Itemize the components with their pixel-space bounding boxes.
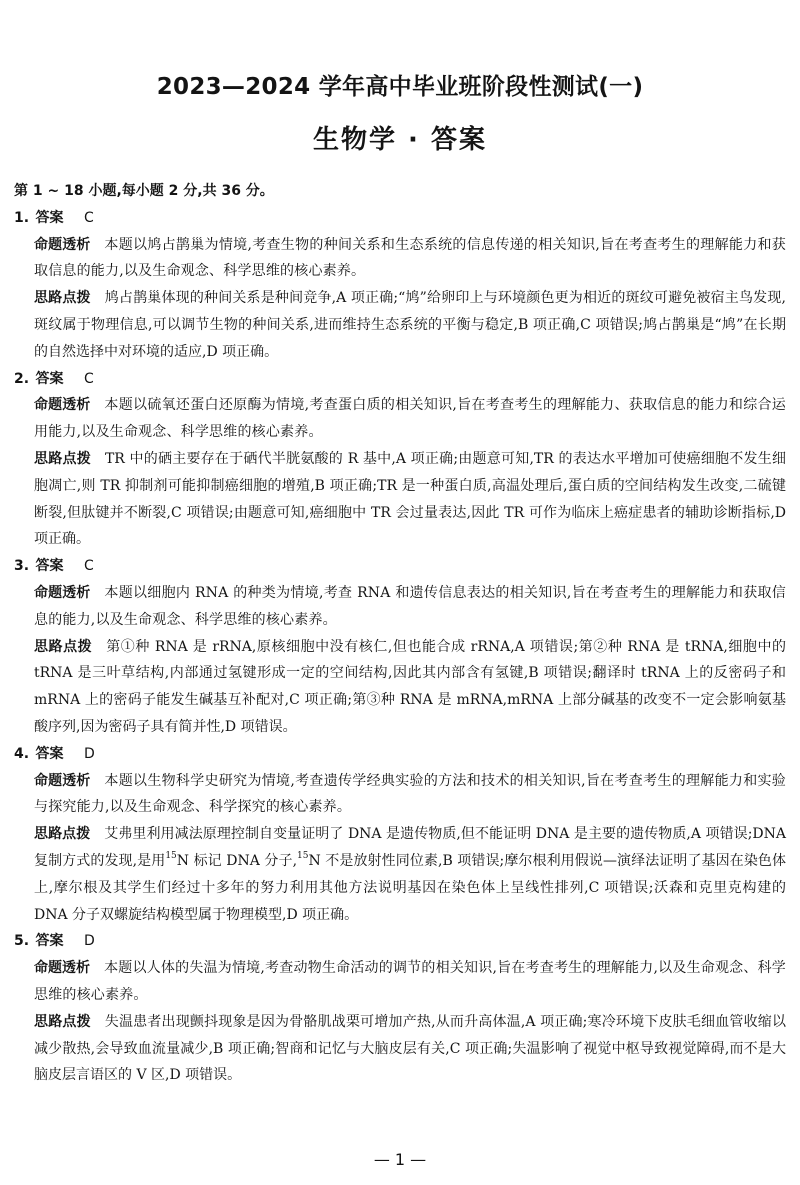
page-number: — 1 — [373,1150,427,1169]
hint-label: 思路点拨 [34,290,91,307]
question-5 [14,928,786,1089]
hint-text-part-1: 艾弗里利用减法原理控制自变量证明了 DNA 是遗传物质,但不能证明 DNA 是主要的遗传物质,A 项错误;DNA 复制方式的发现,是用 [34,826,787,869]
isotope-superscript: 15 [165,851,177,862]
hint-label: 思路点拨 [34,638,93,655]
question-1 [14,205,786,366]
hint-text: TR 中的硒主要存在于硒代半胱氨酸的 R 基中,A 项正确;由题意可知,TR 的表达水平增加可使癌细胞不发生细胞凋亡,则 TR 抑制剂可能抑制癌细胞的增殖,B 项正确;TR 是一种蛋白质,高温处理后,蛋白质的空间结构发生改变,二硫键断裂,但肽键并不断裂,C 项错误;由题意可知,癌细胞中 TR 会过量表达,因此 TR 可作为临床上癌症患者的辅助诊断指标,D 项正确。 [34,450,786,548]
analysis-text: 本题以生物科学史研究为情境,考查遗传学经典实验的方法和技术的相关知识,旨在考查考生的理解能力和实验与探究能力,以及生命观念、科学探究的核心素养。 [34,772,787,816]
analysis-text: 本题以鸠占鹊巢为情境,考查生物的种间关系和生态系统的信息传递的相关知识,旨在考查考生的理解能力和获取信息的能力,以及生命观念、科学思维的核心素养。 [34,236,787,280]
analysis-label: 命题透析 [34,236,91,253]
hint-paragraph [14,285,786,365]
hint-paragraph [14,821,786,928]
page-subtitle: 生物学 · 答案 [313,125,487,155]
answer-label: 答案 [35,933,64,950]
answer-label: 答案 [35,558,64,575]
answer-content [14,178,786,1089]
hint-paragraph [14,446,786,553]
answer-label: 答案 [35,370,64,387]
question-number: 4. [14,745,30,762]
analysis-text: 本题以细胞内 RNA 的种类为情境,考查 RNA 和遗传信息表达的相关知识,旨在考查考生的理解能力和获取信息的能力,以及生命观念、科学思维的核心素养。 [34,584,787,628]
answer-value: D [83,745,95,762]
analysis-label: 命题透析 [34,584,91,601]
page-title: 2023—2024 学年高中毕业班阶段性测试(一) [156,74,644,100]
question-header [14,366,786,393]
hint-label: 思路点拨 [34,826,91,843]
analysis-paragraph [14,768,786,822]
analysis-paragraph [14,232,786,286]
hint-text-part-2: N 标记 DNA 分子, [176,852,298,869]
answer-label: 答案 [35,745,64,762]
section-intro: 第 1 ~ 18 小题,每小题 2 分,共 36 分。 [14,183,274,199]
analysis-paragraph [14,955,786,1009]
hint-text: 第①种 RNA 是 rRNA,原核细胞中没有核仁,但也能合成 rRNA,A 项错误;第②种 RNA 是 tRNA,细胞中的 tRNA 是三叶草结构,内部通过氢键形成一定的空间结构,因此其内部含有氢键,B 项错误;翻译时 tRNA 上的反密码子和 mRNA 上的密码子能发生碱基互补配对,C 项正确;第③种 RNA 是 mRNA,mRNA 上部分碱基的改变不一定会影响氨基酸序列,因为密码子具有简并性,D 项错误。 [34,638,787,735]
answer-value: C [83,370,94,387]
answer-label: 答案 [35,209,64,226]
hint-text: 失温患者出现颤抖现象是因为骨骼肌战栗可增加产热,从而升高体温,A 项正确;寒冷环境下皮肤毛细血管收缩以减少散热,会导致血流量减少,B 项正确;智商和记忆与大脑皮层有关,C 项正确;失温影响了视觉中枢导致视觉障碍,而不是大脑皮层言语区的 V 区,D 项错误。 [34,1013,786,1084]
question-3 [14,553,786,741]
analysis-paragraph [14,392,786,446]
question-number: 3. [14,558,30,575]
analysis-text: 本题以硫氧还蛋白还原酶为情境,考查蛋白质的相关知识,旨在考查考生的理解能力、获取信息的能力和综合运用能力,以及生命观念、科学思维的核心素养。 [34,397,787,441]
hint-text-part-3: N 不是放射性同位素,B 项错误;摩尔根利用假说—演绎法证明了基因在染色体上,摩尔根及其学生们经过十多年的努力利用其他方法说明基因在染色体上呈线性排列,C 项错误;沃森和克里克构建的 DNA 分子双螺旋结构模型属于物理模型,D 项正确。 [34,852,787,923]
question-header [14,928,786,955]
hint-label: 思路点拨 [34,450,91,467]
question-header [14,741,786,768]
answer-value: D [83,933,95,950]
analysis-label: 命题透析 [34,772,91,789]
hint-label: 思路点拨 [34,1013,91,1030]
question-2 [14,366,786,554]
answer-value: C [83,558,94,575]
analysis-label: 命题透析 [34,397,91,414]
question-header [14,553,786,580]
question-header [14,205,786,232]
analysis-paragraph [14,580,786,634]
isotope-superscript: 15 [297,851,309,862]
hint-text: 鸠占鹊巢体现的种间关系是种间竞争,A 项正确;“鸠”给卵印上与环境颜色更为相近的斑纹可避免被宿主鸟发现,斑纹属于物理信息,可以调节生物的种间关系,进而维持生态系统的平衡与稳定,B 项正确,C 项错误;鸠占鹊巢是“鸠”在长期的自然选择中对环境的适应,D 项正确。 [34,290,786,360]
answer-value: C [83,209,94,226]
hint-paragraph [14,1009,786,1089]
analysis-text: 本题以人体的失温为情境,考查动物生命活动的调节的相关知识,旨在考查考生的理解能力,以及生命观念、科学思维的核心素养。 [34,960,787,1003]
question-4 [14,741,786,929]
hint-paragraph [14,634,786,741]
question-number: 1. [14,209,30,226]
question-number: 2. [14,370,30,387]
analysis-label: 命题透析 [34,960,91,977]
question-number: 5. [14,933,30,950]
